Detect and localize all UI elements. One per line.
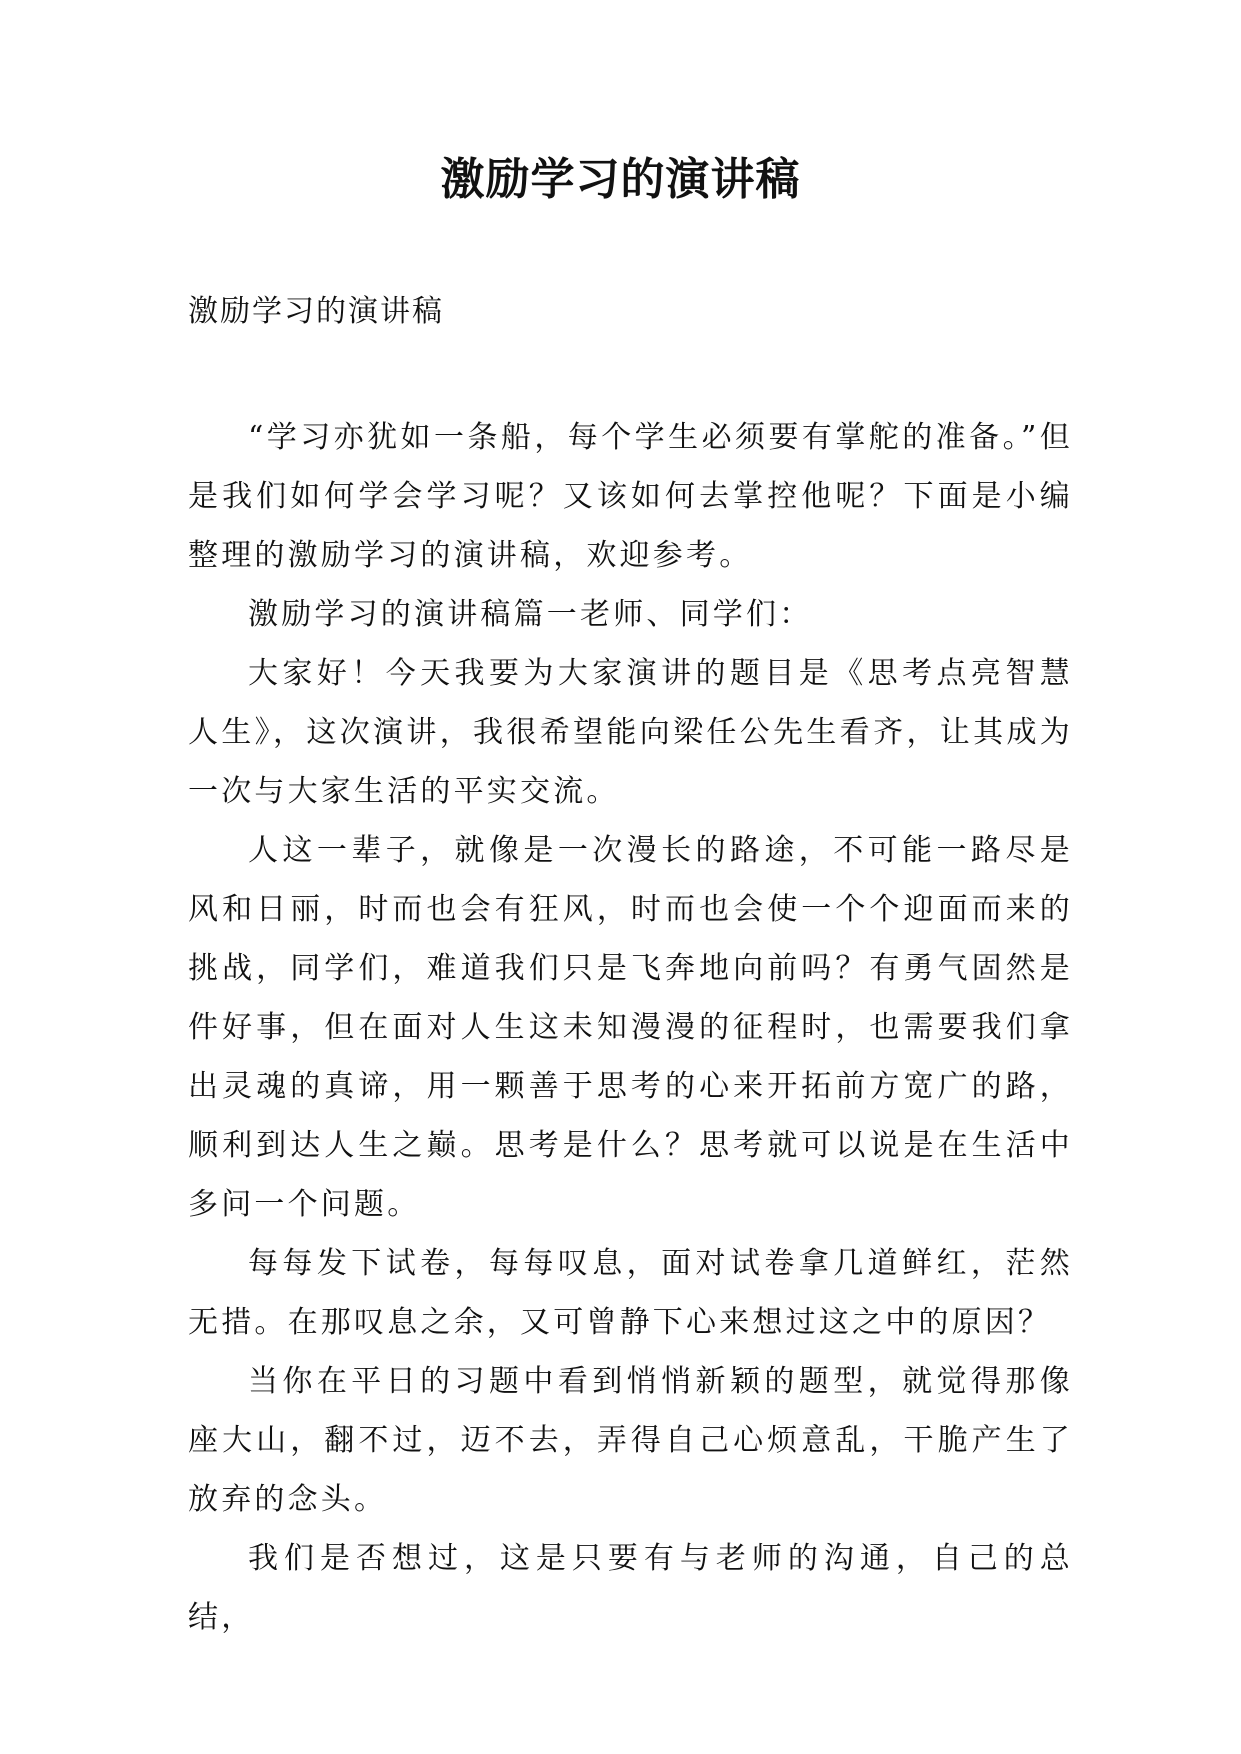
paragraph-greeting: 大家好！今天我要为大家演讲的题目是《思考点亮智慧人生》，这次演讲，我很希望能向梁任公先生看齐，让其成为一次与大家生活的平实交流。 xyxy=(188,656,1073,809)
document-title: 激励学习的演讲稿 xyxy=(440,154,801,205)
paragraph-life-journey: 人这一辈子，就像是一次漫长的路途，不可能一路尽是风和日丽，时而也会有狂风，时而也会使一个个迎面而来的挑战，同学们，难道我们只是飞奔地向前吗？有勇气固然是件好事，但在面对人生这未知漫漫的征程时，也需要我们拿出灵魂的真谛，用一颗善于思考的心来开拓前方宽广的路，顺利到达人生之巅。思考是什么？思考就可以说是在生活中多问一个问题。 xyxy=(188,833,1073,1222)
document-body xyxy=(188,408,1073,1647)
paragraph-new-questions: 当你在平日的习题中看到悄悄新颖的题型，就觉得那像座大山，翻不过，迈不去，弄得自己心烦意乱，干脆产生了放弃的念头。 xyxy=(188,1364,1073,1517)
paragraph-section-heading: 激励学习的演讲稿篇一老师、同学们： xyxy=(248,597,813,632)
paragraph-exam-papers: 每每发下试卷，每每叹息，面对试卷拿几道鲜红，茫然无措。在那叹息之余，又可曾静下心来想过这之中的原因？ xyxy=(188,1246,1073,1340)
paragraph-intro: “学习亦犹如一条船，每个学生必须要有掌舵的准备。”但是我们如何学会学习呢？又该如何去掌控他呢？下面是小编整理的激励学习的演讲稿，欢迎参考。 xyxy=(188,420,1073,573)
paragraph-reflection: 我们是否想过，这是只要有与老师的沟通，自己的总结， xyxy=(188,1541,1073,1635)
document-subtitle: 激励学习的演讲稿 xyxy=(188,294,444,329)
